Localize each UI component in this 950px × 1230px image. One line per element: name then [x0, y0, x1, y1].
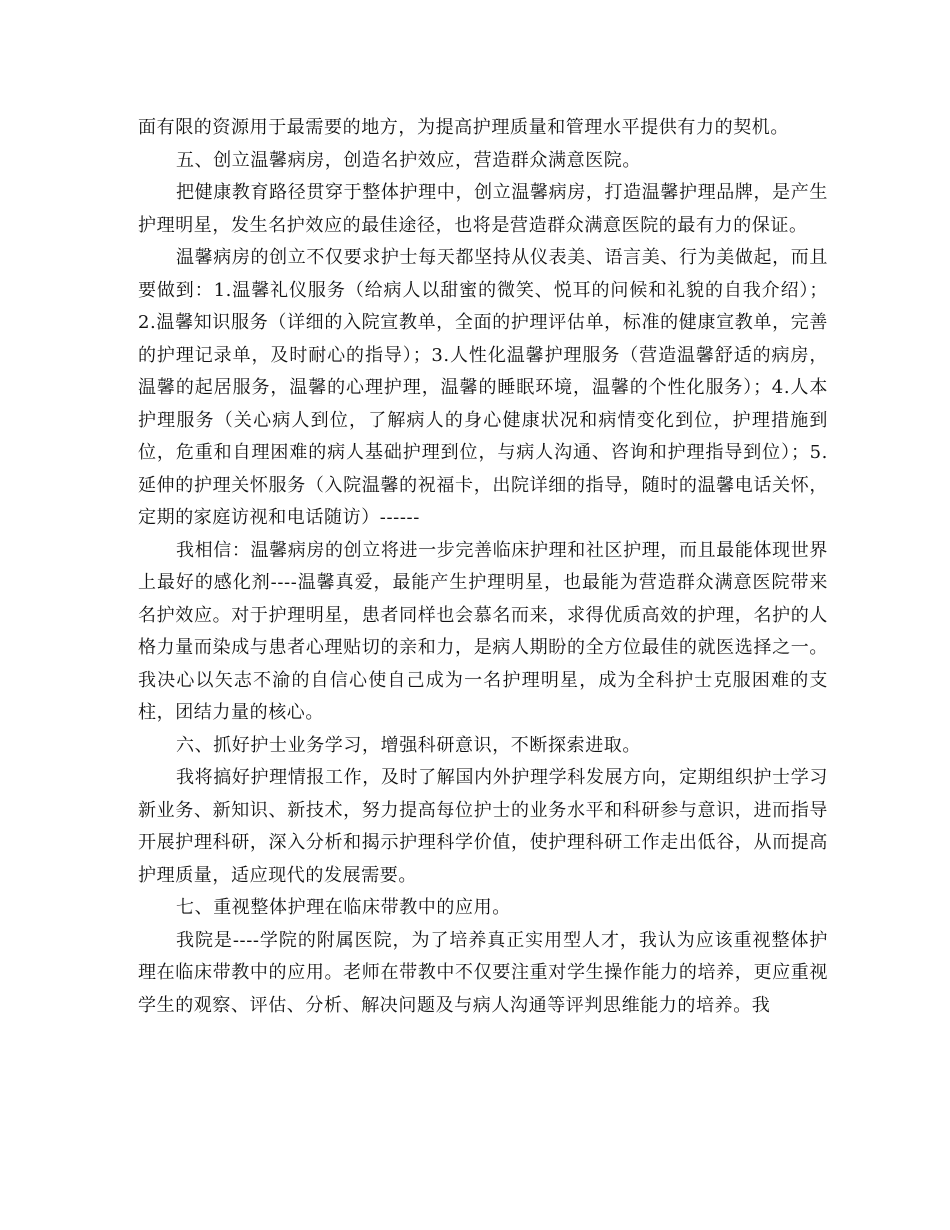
- section-heading-6: 六、抓好护士业务学习，增强科研意识，不断探索进取。: [176, 734, 641, 756]
- document-page: [138, 112, 828, 1022]
- paragraph-7: 我将搞好护理情报工作，及时了解国内外护理学科发展方向，定期组织护士学习新业务、新知识、新技术，努力提高每位护士的业务水平和科研参与意识，进而指导开展护理科研，深入分析和揭示护理科学价值，使护理科研工作走出低谷，从而提高护理质量，适应现代的发展需要。: [138, 767, 828, 886]
- paragraph-1: 面有限的资源用于最需要的地方，为提高护理质量和管理水平提供有力的契机。: [138, 117, 789, 138]
- paragraph-3: 把健康教育路径贯穿于整体护理中，创立温馨病房，打造温馨护理品牌，是产生护理明星，发生名护效应的最佳途径，也将是营造群众满意医院的最有力的保证。: [138, 182, 828, 236]
- paragraph-9: 我院是----学院的附属医院，为了培养真正实用型人才，我认为应该重视整体护理在临床带教中的应用。老师在带教中不仅要注重对学生操作能力的培养，更应重视学生的观察、评估、分析、解决问题及与病人沟通等评判思维能力的培养。我: [138, 929, 828, 1016]
- paragraph-5: 我相信：温馨病房的创立将进一步完善临床护理和社区护理，而且最能体现世界上最好的感化剂----温馨真爱，最能产生护理明星，也最能为营造群众满意医院带来名护效应。对于护理明星，患者同样也会慕名而来，求得优质高效的护理，名护的人格力量而染成与患者心理贴切的亲和力，是病人期盼的全方位最佳的就医选择之一。我决心以矢志不渝的自信心使自己成为一名护理明星，成为全科护士克服困难的支柱，团结力量的核心。: [138, 539, 828, 723]
- paragraph-4: 温馨病房的创立不仅要求护士每天都坚持从仪表美、语言美、行为美做起，而且要做到：1.温馨礼仪服务（给病人以甜蜜的微笑、悦耳的问候和礼貌的自我介绍）；2.温馨知识服务（详细的入院宣教单，全面的护理评估单，标准的健康宣教单，完善的护理记录单，及时耐心的指导）；3.人性化温馨护理服务（营造温馨舒适的病房，温馨的起居服务，温馨的心理护理，温馨的睡眠环境，温馨的个性化服务）；4.人本护理服务（关心病人到位，了解病人的身心健康状况和病情变化到位，护理措施到位，危重和自理困难的病人基础护理到位，与病人沟通、咨询和护理指导到位）；5.延伸的护理关怀服务（入院温馨的祝福卡，出院详细的指导，随时的温馨电话关怀，定期的家庭访视和电话随访）------: [138, 247, 828, 528]
- section-heading-5: 五、创立温馨病房，创造名护效应，营造群众满意医院。: [176, 149, 641, 171]
- section-heading-7: 七、重视整体护理在临床带教中的应用。: [176, 897, 511, 918]
